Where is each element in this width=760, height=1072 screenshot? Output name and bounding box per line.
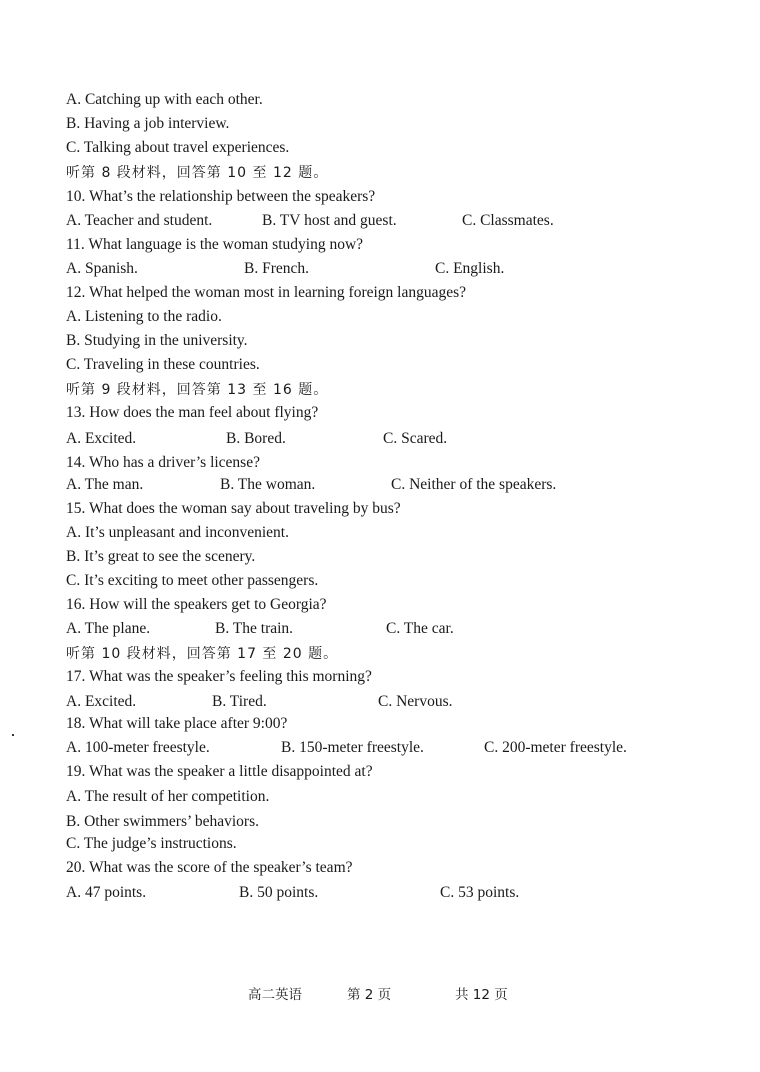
question-13: 13. How does the man feel about flying?: [66, 404, 319, 421]
option-b: B. The train.: [215, 620, 294, 637]
option-b: B. French.: [244, 260, 310, 277]
footer-page-number: 第 2 页: [347, 987, 392, 1003]
option-a: A. Excited.: [66, 430, 137, 447]
footer-total-pages: 共 12 页: [455, 987, 508, 1003]
option-a: A. Spanish.: [66, 260, 138, 277]
option-c: C. English.: [435, 260, 505, 277]
option-c: C. The car.: [386, 620, 454, 637]
option-b: B. Tired.: [212, 693, 267, 710]
text-line: A. Catching up with each other.: [66, 91, 263, 108]
option-c: C. Neither of the speakers.: [391, 476, 557, 493]
option-b: B. 150-meter freestyle.: [281, 739, 424, 756]
option-a: A. The plane.: [66, 620, 151, 637]
option-a: A. The man.: [66, 476, 144, 493]
question-12: 12. What helped the woman most in learning foreign languages?: [66, 284, 467, 301]
option-c: C. Classmates.: [462, 212, 554, 229]
option-c: C. Scared.: [383, 430, 448, 447]
text-line: C. The judge’s instructions.: [66, 835, 237, 852]
option-a: A. 47 points.: [66, 884, 147, 901]
option-c: C. Nervous.: [378, 693, 453, 710]
text-line: C. Talking about travel experiences.: [66, 139, 290, 156]
question-19: 19. What was the speaker a little disappointed at?: [66, 763, 373, 780]
section-header: 听第 10 段材料，回答第 17 至 20 题。: [66, 646, 339, 662]
text-line: B. It’s great to see the scenery.: [66, 548, 256, 565]
option-a: A. Teacher and student.: [66, 212, 213, 229]
option-a: A. Excited.: [66, 693, 137, 710]
option-a: A. 100-meter freestyle.: [66, 739, 210, 756]
section-header: 听第 9 段材料，回答第 13 至 16 题。: [66, 382, 329, 398]
option-c: C. 200-meter freestyle.: [484, 739, 627, 756]
question-14: 14. Who has a driver’s license?: [66, 454, 260, 471]
question-20: 20. What was the score of the speaker’s team?: [66, 859, 353, 876]
text-line: C. Traveling in these countries.: [66, 356, 260, 373]
text-line: A. Listening to the radio.: [66, 308, 222, 325]
option-b: B. 50 points.: [239, 884, 319, 901]
option-b: B. TV host and guest.: [262, 212, 397, 229]
footer-subject: 高二英语: [248, 987, 302, 1003]
option-b: B. The woman.: [220, 476, 316, 493]
scan-mark: [12, 734, 14, 736]
text-line: A. The result of her competition.: [66, 788, 270, 805]
text-line: C. It’s exciting to meet other passengers.: [66, 572, 319, 589]
option-b: B. Bored.: [226, 430, 286, 447]
question-16: 16. How will the speakers get to Georgia?: [66, 596, 327, 613]
text-line: A. It’s unpleasant and inconvenient.: [66, 524, 289, 541]
text-line: B. Other swimmers’ behaviors.: [66, 813, 259, 830]
text-line: B. Studying in the university.: [66, 332, 248, 349]
question-15: 15. What does the woman say about traveling by bus?: [66, 500, 401, 517]
text-line: B. Having a job interview.: [66, 115, 230, 132]
section-header: 听第 8 段材料，回答第 10 至 12 题。: [66, 165, 329, 181]
question-10: 10. What’s the relationship between the speakers?: [66, 188, 376, 205]
option-c: C. 53 points.: [440, 884, 520, 901]
question-11: 11. What language is the woman studying now?: [66, 236, 364, 253]
question-18: 18. What will take place after 9:00?: [66, 715, 288, 732]
question-17: 17. What was the speaker’s feeling this morning?: [66, 668, 372, 685]
